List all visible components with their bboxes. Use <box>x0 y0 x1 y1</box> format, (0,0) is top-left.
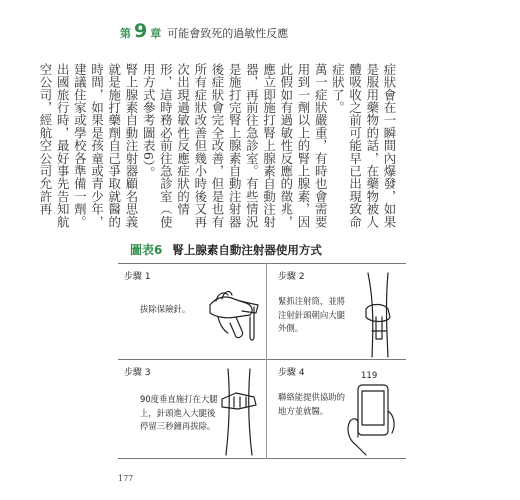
chapter-suffix: 章 <box>150 27 162 40</box>
figure-caption: 腎上腺素自動注射器使用方式 <box>172 243 322 257</box>
step-3-line: 停留三秒鐘再拔除。 <box>140 421 216 431</box>
step-4-label: 步驟 4 <box>278 368 305 378</box>
page-number: 177 <box>118 474 134 483</box>
step-3-desc <box>140 393 218 434</box>
chapter-prefix: 第 <box>120 27 131 40</box>
figure-title <box>130 241 322 258</box>
step-3-label: 步驟 3 <box>124 368 151 378</box>
paragraph: 腎上腺素自動注射器顧名思義就是施打藥劑自己爭取就醫的時間，如果是孩童或青少年，建議住家或學校各準備一劑。出國旅行時，最好事先告知航空公司，經航空公司允許再 <box>37 63 139 229</box>
chapter-header <box>120 22 288 42</box>
divider <box>118 263 406 264</box>
chapter-number: 9 <box>134 20 148 42</box>
paragraph: 症狀會在一瞬間內爆發，如果是服用藥物的話，在藥物被人體吸收之前可能早已出現致命症狀了。 <box>330 63 397 229</box>
divider <box>118 359 406 360</box>
step-2-label: 步驟 2 <box>278 272 305 282</box>
inject-thigh-illustration <box>214 369 264 455</box>
remove-safety-cap-illustration <box>206 277 264 347</box>
step-4-line: 聯絡能提供協助的 <box>278 392 345 402</box>
step-2-line: 緊抓注射筒，並將 <box>278 296 345 306</box>
chapter-title: 可能會致死的過敏性反應 <box>167 27 289 40</box>
paragraph: 萬一症狀嚴重，有時也會需要用到一劑以上的腎上腺素，因此假如有過敏性反應的徵兆，應立即施打腎上腺素自動注射器，再前往急診室。有些情況是施打完腎上腺素自動注射器後症狀會完全改善，但是也有所有症狀改善但幾小時後又再次出現過敏性反應症狀的情形，這時務必前往急診室（使用方式參考圖表6）。 <box>141 63 329 229</box>
step-1-desc <box>140 303 190 317</box>
step-1-label: 步驟 1 <box>124 272 151 282</box>
emergency-number: 119 <box>361 371 378 381</box>
figure-label: 圖表6 <box>130 243 163 257</box>
step-2-desc <box>278 295 345 336</box>
divider <box>118 458 406 459</box>
body-text <box>37 63 398 231</box>
step-2-line: 外側。 <box>278 323 304 333</box>
step-2-line: 注射針頭朝向大腿 <box>278 309 345 320</box>
steps-grid <box>118 263 406 459</box>
step-4-line: 地方並就醫。 <box>278 405 329 416</box>
divider <box>266 263 267 459</box>
step-3-line: 90度垂直施打在大腿 <box>140 394 218 404</box>
grip-injector-illustration <box>358 273 404 357</box>
phone-icon <box>344 381 400 457</box>
step-3-line: 上，針頭進入大腿後 <box>140 407 216 418</box>
step-1-line: 拔除保險針。 <box>140 304 191 314</box>
step-4-desc <box>278 391 345 418</box>
